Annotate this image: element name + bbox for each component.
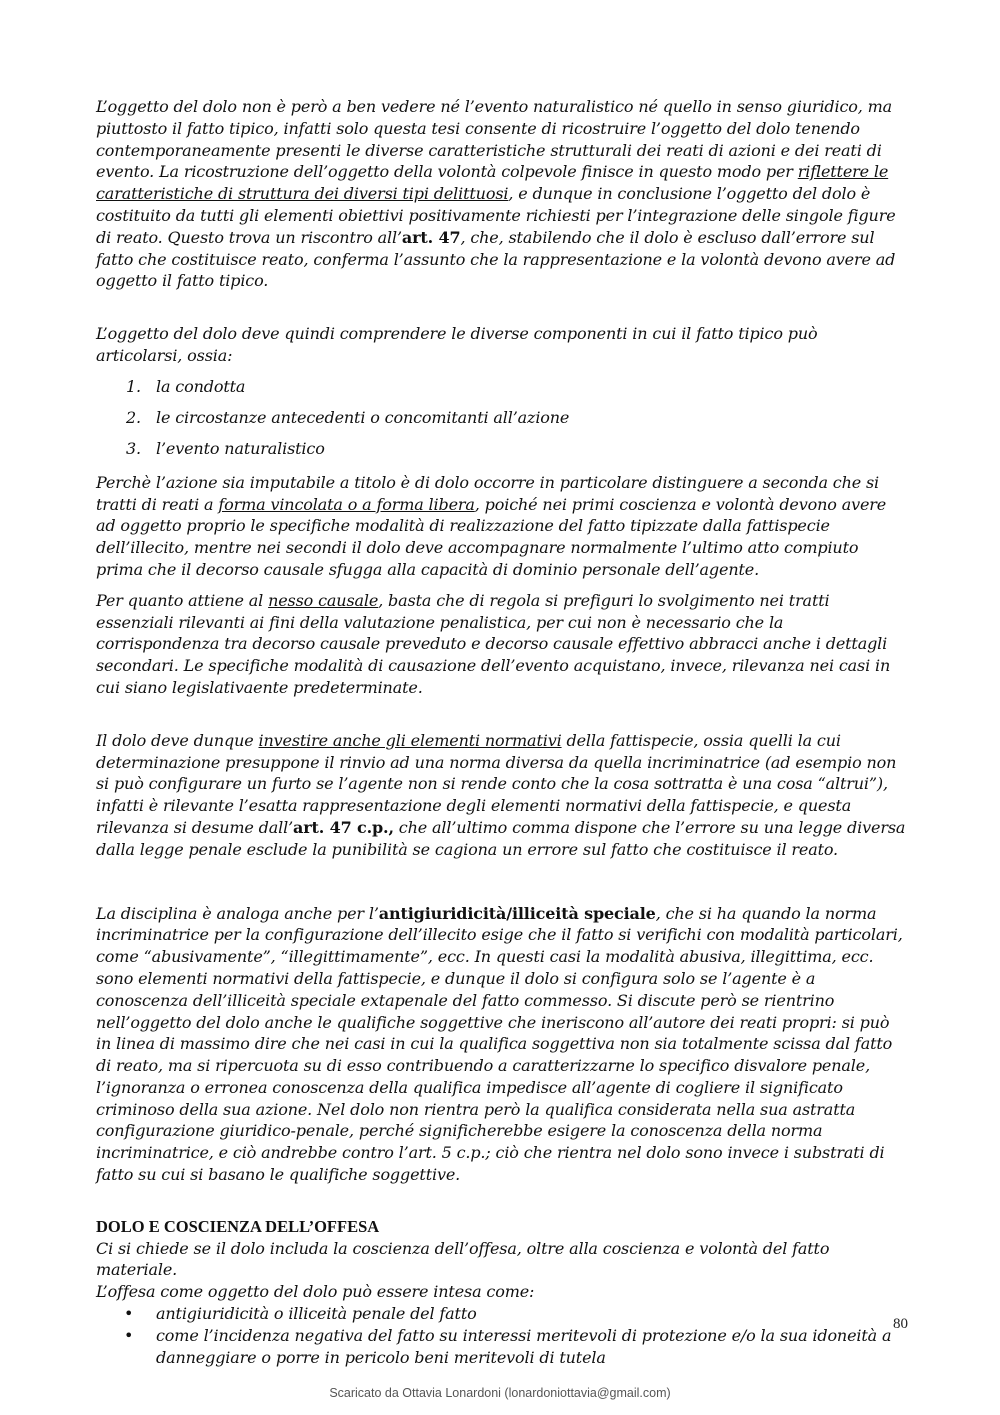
bullet-icon: • [124,1304,134,1324]
paragraph-forma-vincolata [96,472,908,581]
bullet-item [96,1325,908,1369]
text-run: La disciplina è analoga anche per l’ [96,903,379,923]
text-run: Perchè l’azione sia imputabile a titolo è di dolo occorre in particolare distinguere a seconda che si tratti di reati a [96,472,880,514]
text-run: , basta che di regola si prefiguri lo svolgimento nei tratti essenziali rilevanti ai fini della valutazione penalistica, per cui non è necessario che la corrispondenza tra decorso causale preveduto e decorso causale effettivo abbracci anche i dettagli secondari. Le specifiche modalità di causazione dell’evento acquistano, invece, rilevanza nei casi in cui siano legislativaente predeterminate. [96,590,891,697]
section-intro-line: L’offesa come oggetto del dolo può essere intesa come: [96,1282,535,1302]
list-number: 3. [126,438,141,458]
list-item [96,438,908,464]
offesa-bullet-list [96,1303,908,1368]
section-heading: DOLO E COSCIENZA DELL’OFFESA [96,1216,380,1236]
text-run: L’oggetto del dolo non è però a ben vedere né l’evento naturalistico né quello in senso giuridico, ma piuttosto il fatto tipico, infatti solo questa tesi consente di ricostruire l’oggetto del dolo tenendo contemporaneamente presenti le diverse caratteristiche strutturali dei reati di azioni e dei reati di evento. La ricostruzione dell’oggetto della volontà colpevole finisce in questo modo per [96,97,893,182]
paragraph-elementi-normativi [96,730,908,861]
bullet-item [96,1303,908,1325]
bold-term: antigiuridicità/illiceità speciale [378,903,656,923]
list-item-text: l’evento naturalistico [156,438,325,458]
list-item-text: la condotta [156,376,246,396]
article-reference: art. 47 c.p., [293,817,394,837]
underlined-phrase: forma vincolata o a forma libera [218,494,475,514]
text-run: Per quanto attiene al [96,590,269,610]
list-number: 2. [126,407,141,427]
text-run: , che si ha quando la norma incriminatrice per la configurazione dell’illecito esige che il fatto si verifichi con modalità particolari, come “abusivamente”, “illegittimamente”, ecc. In questi casi la modalità abusiva, illegittima, ecc. sono elementi normativi della fattispecie, e dunque il dolo si configura solo se l’agente è a conoscenza dell’illiceità speciale extapenale del fatto commesso. Si discute però se rientrino nell’oggetto del dolo anche le qualifiche soggettive che ineriscono all’autore dei reati propri: si può in linea di massimo dire che nei casi in cui la qualifica soggettiva non sia totalmente scissa dal fatto di reato, ma si ripercuota su di esso contribuendo a caratterizzarne lo specifico disvalore penale, l’ignoranza o erronea conoscenza della qualifica impedisce all’agente di cogliere il significato criminoso della sua azione. Nel dolo non rientra però la qualifica considerata nella sua astratta configurazione giuridico-penale, perché significherebbe esigere la conoscenza della norma incriminatrice, e ciò andrebbe contro l’art. 5 c.p.; ciò che rientra nel dolo sono invece i substrati di fatto su cui si basano le qualifiche soggettive. [96,903,903,1185]
text-run: che all’ultimo comma dispone che l’errore su una legge diversa dalla legge penale esclude la punibilità se cagiona un errore sul fatto che costituisce il reato. [96,817,906,859]
text-run: , poiché nei primi coscienza e volontà devono avere ad oggetto proprio le specifiche modalità di realizzazione del fatto tipizzate dalla fattispecie dell’illecito, mentre nei secondi il dolo deve accompagnare normalmente l’ultimo atto compiuto prima che il decorso causale sfugga alla capacità di dominio personale dell’agente. [96,494,887,579]
article-reference: art. 47 [401,227,461,247]
list-item-text: le circostanze antecedenti o concomitanti all’azione [156,407,570,427]
underlined-phrase: riflettere le caratteristiche di struttura dei diversi tipi delittuosi [96,162,889,204]
paragraph-antigiuridicita [96,903,908,1186]
text-run: della fattispecie, ossia quelli la cui determinazione presuppone il rinvio ad una norma diversa da quella incriminatrice (ad esempio non si può configurare un furto se l’agente non si rende conto che la cosa sottratta è una cosa “altrui”), infatti è rilevante l’esatta rappresentazione degli elementi normativi della fattispecie, e questa rilevanza si desume dall’ [96,730,897,837]
text-run: Il dolo deve dunque [96,730,259,750]
text-run: , e dunque in conclusione l’oggetto del dolo è costituito da tutti gli elementi obiettivi positivamente richiesti per l’integrazione delle singole figure di reato. Questo trova un riscontro all’ [96,184,896,247]
components-list [96,376,908,464]
list-item [96,407,908,438]
paragraph-oggetto-dolo [96,96,908,292]
text-run: , che, stabilendo che il dolo è escluso dall’errore sul fatto che costituisce reato, conferma l’assunto che la rappresentazione e la volontà devono avere ad oggetto il fatto tipico. [96,227,896,291]
list-item [96,376,908,407]
bullet-text: come l’incidenza negativa del fatto su interessi meritevoli di protezione e/o la sua idoneità a danneggiare o porre in pericolo beni meritevoli di tutela [156,1325,892,1367]
paragraph-componenti: L’oggetto del dolo deve quindi comprendere le diverse componenti in cui il fatto tipico può articolarsi, ossia: [96,324,818,365]
underlined-phrase: investire anche gli elementi normativi [258,730,562,750]
download-footer: Scaricato da Ottavia Lonardoni (lonardoniottavia@gmail.com) [329,1386,671,1400]
document-body [96,96,908,1368]
bullet-icon: • [124,1325,134,1345]
underlined-phrase: nesso causale [268,590,379,610]
paragraph-nesso-causale [96,590,908,699]
section-intro-line: Ci si chiede se il dolo includa la coscienza dell’offesa, oltre alla coscienza e volontà del fatto materiale. [96,1238,830,1280]
bullet-text: antigiuridicità o illiceità penale del fatto [156,1304,477,1324]
page-number: 80 [893,1316,908,1332]
list-number: 1. [126,376,141,396]
